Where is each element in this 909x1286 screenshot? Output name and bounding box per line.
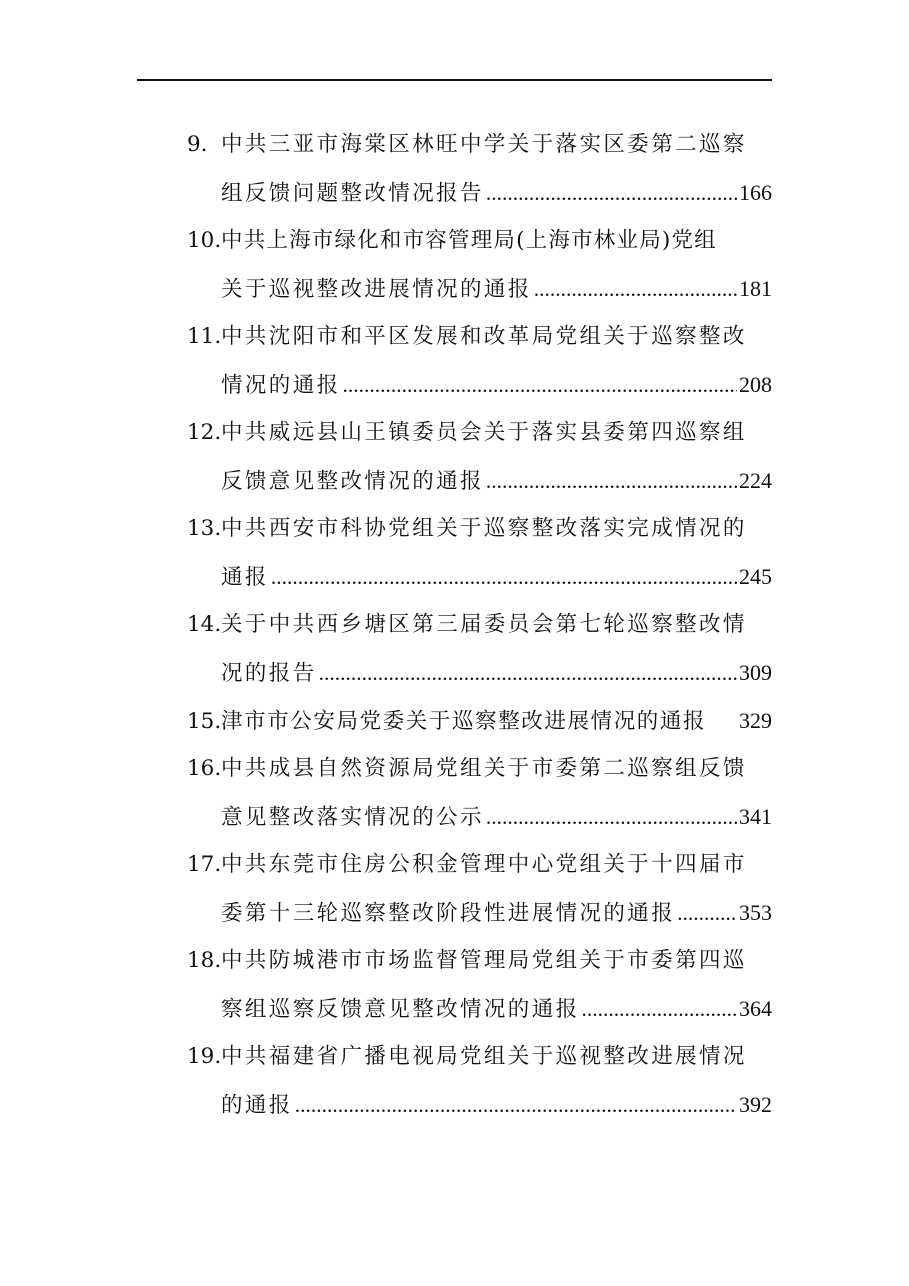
toc-number: 18. xyxy=(187,948,222,973)
toc-title-line: 中共威远县山王镇委员会关于落实县委第四巡察组 xyxy=(221,420,747,445)
toc-page-number: 181 xyxy=(739,276,772,301)
toc-entry-16[interactable] xyxy=(187,745,772,793)
toc-title-line: 关于中共西乡塘区第三届委员会第七轮巡察整改情 xyxy=(221,612,747,637)
toc-title-line: 中共福建省广播电视局党组关于巡视整改进展情况 xyxy=(221,1044,747,1069)
dot-leader xyxy=(486,793,737,841)
toc-entry-10-continued[interactable] xyxy=(187,265,772,313)
toc-entry-12-continued[interactable] xyxy=(187,457,772,505)
toc-number: 12. xyxy=(187,420,222,445)
toc-entry-9[interactable] xyxy=(187,121,772,169)
toc-page-number: 166 xyxy=(739,180,772,205)
toc-entry-18[interactable] xyxy=(187,937,772,985)
toc-page-number: 329 xyxy=(739,708,772,733)
toc-entry-18-continued[interactable] xyxy=(187,985,772,1033)
toc-title-line: 察组巡察反馈意见整改情况的通报 xyxy=(221,997,580,1022)
toc-title-line: 委第十三轮巡察整改阶段性进展情况的通报 xyxy=(221,901,676,926)
table-of-contents xyxy=(187,121,772,1129)
toc-title-line: 中共三亚市海棠区林旺中学关于落实区委第二巡察 xyxy=(221,132,747,157)
toc-entry-11[interactable] xyxy=(187,313,772,361)
toc-number: 11. xyxy=(187,324,222,349)
toc-title-line: 中共成县自然资源局党组关于市委第二巡察组反馈 xyxy=(221,756,747,781)
toc-entry-12[interactable] xyxy=(187,409,772,457)
toc-number: 10. xyxy=(187,228,222,253)
header-rule xyxy=(137,79,772,81)
toc-page-number: 208 xyxy=(739,372,772,397)
toc-page-number: 245 xyxy=(739,564,772,589)
toc-title-line: 中共西安市科协党组关于巡察整改落实完成情况的 xyxy=(221,516,747,541)
dot-leader xyxy=(319,649,737,697)
toc-entry-16-continued[interactable] xyxy=(187,793,772,841)
dot-leader xyxy=(486,169,737,217)
toc-entry-17-continued[interactable] xyxy=(187,889,772,937)
dot-leader xyxy=(534,265,737,313)
toc-entry-13-continued[interactable] xyxy=(187,553,772,601)
toc-title-line: 的通报 xyxy=(221,1093,293,1118)
dot-leader xyxy=(677,889,737,937)
toc-page-number: 392 xyxy=(739,1092,772,1117)
toc-entry-10[interactable] xyxy=(187,217,772,265)
dot-leader xyxy=(486,457,737,505)
toc-page-number: 341 xyxy=(739,804,772,829)
toc-number: 14. xyxy=(187,612,222,637)
toc-title-line: 意见整改落实情况的公示 xyxy=(221,805,484,830)
toc-page-number: 309 xyxy=(739,660,772,685)
toc-entry-17[interactable] xyxy=(187,841,772,889)
dot-leader xyxy=(343,361,737,409)
toc-title-line: 中共防城港市市场监督管理局党组关于市委第四巡 xyxy=(221,948,747,973)
toc-number: 19. xyxy=(187,1044,222,1069)
toc-title-line: 通报 xyxy=(221,565,269,590)
toc-title-line: 反馈意见整改情况的通报 xyxy=(221,469,484,494)
toc-page-number: 353 xyxy=(739,900,772,925)
toc-entry-14[interactable] xyxy=(187,601,772,649)
toc-number: 16. xyxy=(187,756,222,781)
toc-page-number: 364 xyxy=(739,996,772,1021)
toc-title-line: 津市市公安局党委关于巡察整改进展情况的通报 xyxy=(221,709,707,734)
toc-number: 17. xyxy=(187,852,222,877)
toc-entry-13[interactable] xyxy=(187,505,772,553)
toc-title-line: 中共东莞市住房公积金管理中心党组关于十四届市 xyxy=(221,852,747,877)
toc-title-line: 况的报告 xyxy=(221,661,317,686)
toc-entry-14-continued[interactable] xyxy=(187,649,772,697)
toc-entry-19-continued[interactable] xyxy=(187,1081,772,1129)
dot-leader xyxy=(582,985,737,1033)
toc-number: 13. xyxy=(187,516,222,541)
toc-number: 9. xyxy=(187,132,208,157)
dot-leader xyxy=(271,553,737,601)
toc-entry-11-continued[interactable] xyxy=(187,361,772,409)
dot-leader xyxy=(295,1081,737,1129)
toc-entry-9-continued[interactable] xyxy=(187,169,772,217)
toc-title-line: 中共上海市绿化和市容管理局(上海市林业局)党组 xyxy=(221,228,717,253)
toc-title-line: 组反馈问题整改情况报告 xyxy=(221,181,484,206)
toc-title-line: 中共沈阳市和平区发展和改革局党组关于巡察整改 xyxy=(221,324,747,349)
toc-title-line: 关于巡视整改进展情况的通报 xyxy=(221,277,532,302)
toc-number: 15. xyxy=(187,709,222,734)
toc-title-line: 情况的通报 xyxy=(221,373,341,398)
toc-page-number: 224 xyxy=(739,468,772,493)
toc-entry-15[interactable] xyxy=(187,697,772,745)
toc-entry-19[interactable] xyxy=(187,1033,772,1081)
